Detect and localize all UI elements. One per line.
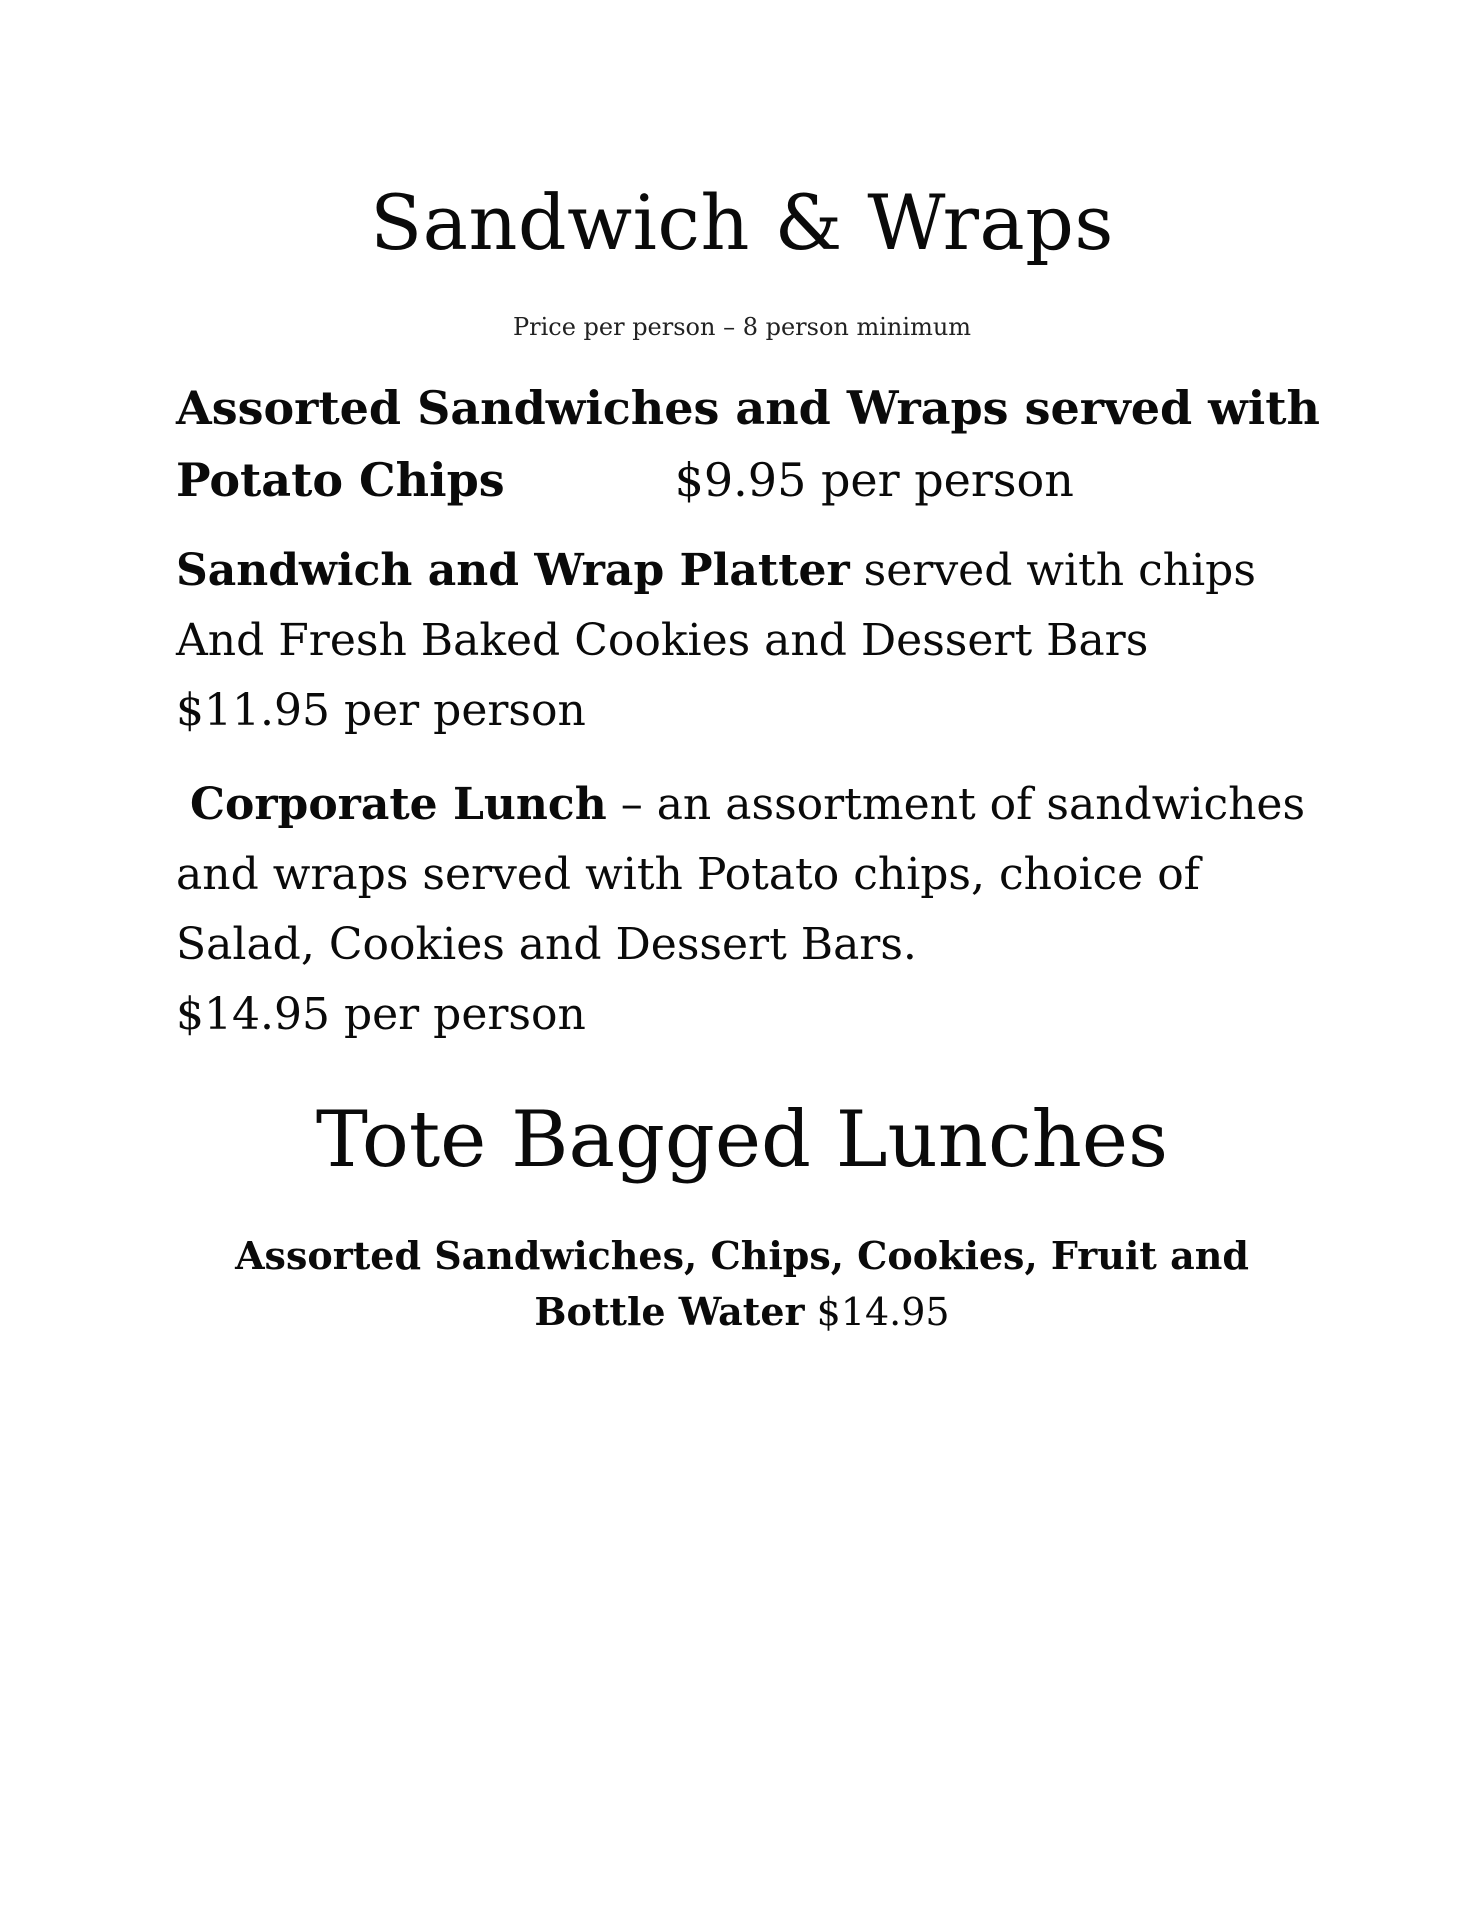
section-title-tote: Tote Bagged Lunches (315, 1095, 1169, 1185)
item-name: Sandwich and Wrap Platter (176, 545, 850, 596)
menu-item-platter (176, 536, 1326, 746)
tote-price: $14.95 (816, 1290, 950, 1334)
item-description: served with chips And Fresh Baked Cookies and Dessert Bars (176, 545, 1256, 666)
item-price: $14.95 per person (176, 989, 586, 1040)
minimum-note: Price per person – 8 person minimum (512, 313, 972, 341)
tote-description (180, 1228, 1304, 1340)
item-name: Corporate Lunch (190, 779, 607, 830)
item-description: an assortment of sandwiches and wraps served with Potato chips, choice of Salad, Cookies and Dessert Bars. (176, 779, 1306, 970)
page-title: Sandwich & Wraps (370, 178, 1114, 267)
tote-items: Assorted Sandwiches, Chips, Cookies, Fruit and Bottle Water (235, 1233, 1249, 1334)
item-name: Assorted Sandwiches and Wraps served with Potato Chips (176, 381, 1320, 507)
menu-item-corporate-lunch (176, 770, 1326, 1050)
menu-item-assorted (176, 372, 1326, 516)
item-separator: – (620, 779, 643, 830)
item-price: $11.95 per person (176, 685, 586, 736)
item-price: $9.95 per person (674, 453, 1074, 507)
